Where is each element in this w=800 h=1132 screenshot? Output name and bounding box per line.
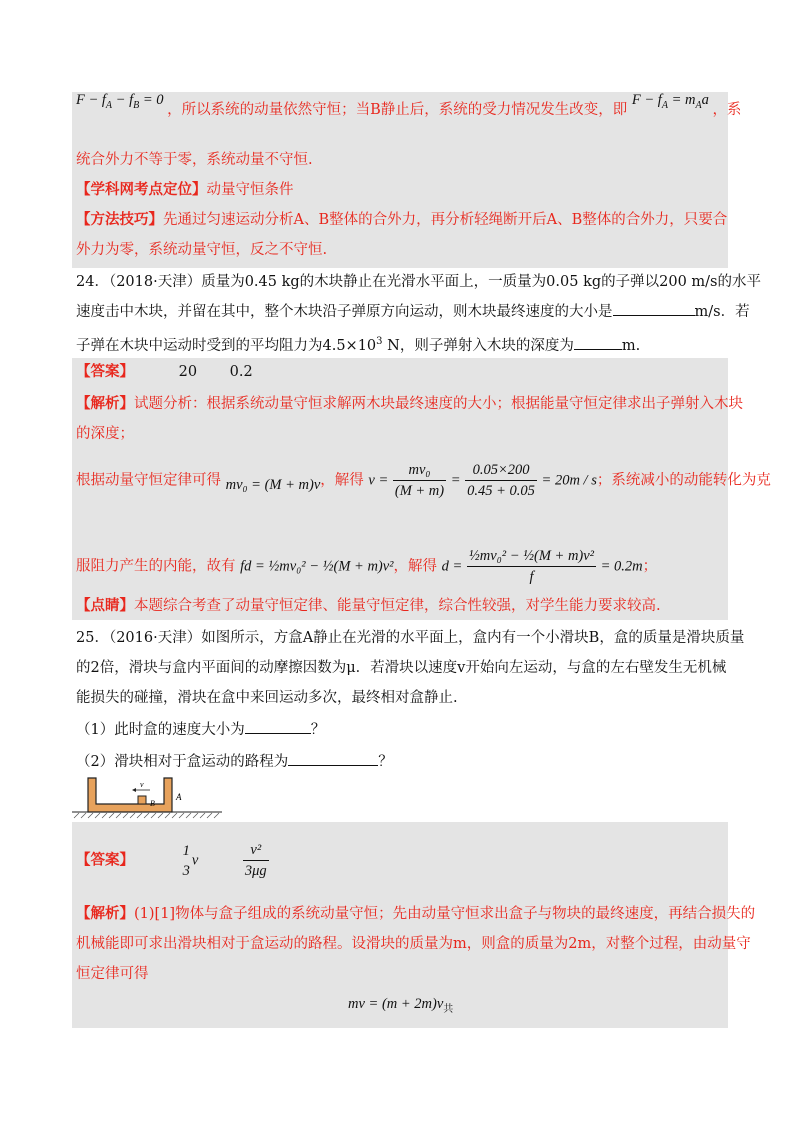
a24-jiexi-line2: 的深度； [76, 426, 134, 442]
a25-answer: 【答案】 1 3 v $\frac{\text{v²}}{3\mu g}$ [76, 842, 267, 879]
fangfa-line1 [76, 210, 727, 230]
q24-line1: 24．（2018·天津）质量为0.45 kg的木块静止在光滑水平面上，一质量为0.05 kg的子弹以200 m/s的水平 [76, 274, 761, 290]
a24-answer [76, 362, 253, 382]
q24-line3: 子弹在木块中运动时受到的平均阻力为$4.5\times 10^3$ N，则子弹射入木块的深度为 m. [76, 336, 641, 354]
kaodian-text: 动量守恒条件 [206, 182, 294, 198]
dianjing-label: 【点睛】 [76, 597, 134, 614]
a25-answer-label: 【答案】 [76, 851, 134, 869]
slider-b [138, 796, 146, 804]
a25-jiexi-line1: 【解析】(1)[1]物体与盒子组成的系统动量守恒；先由动量守恒求出盒子与物块的最终速度，再结合损失的 [76, 905, 756, 922]
q25-line2: 的2倍，滑块与盒内平面间的动摩擦因数为μ．若滑块以速度v开始向左运动，与盒的左右壁发生无机械 [76, 660, 727, 676]
block1-text1-end: ，系 [712, 102, 742, 118]
fig-label-a: A [176, 792, 182, 802]
q25-blank1 [245, 733, 311, 734]
block1-line2: 统合外力不等于零，系统动量不守恒. [76, 152, 313, 168]
a25-equation: mv = $(m + 2m)v_共$ [348, 996, 454, 1015]
a24-answer-label: 【答案】 [76, 363, 134, 380]
a24-jiexi-line1: 【解析】试题分析：根据系统动量守恒求解两木块最终速度的大小；根据能量守恒定律求出子弹射入木块 [76, 395, 743, 412]
kaodian-line [76, 180, 294, 200]
box-slider-figure [72, 776, 222, 822]
q25-sub2: （2）滑块相对于盒运动的路程为 ？ [76, 754, 393, 770]
fangfa-text1: 先通过匀速运动分析A、B整体的合外力，再分析轻绳断开后A、B整体的合外力，只要合 [163, 212, 728, 228]
a24-answer-2: 0.2 [229, 364, 253, 380]
a25-jiexi-line3: 恒定律可得 [76, 966, 149, 982]
box-a [88, 778, 172, 812]
momentum-equation: mv₀ = (M + m)v [225, 476, 321, 493]
q25-line1: 25．（2016·天津）如图所示，方盒A静止在光滑的水平面上，盒内有一个小滑块B，盒的质量是滑块质量 [76, 630, 745, 646]
kaodian-label: 【学科网考点定位】 [76, 181, 207, 198]
block1-line1 [76, 92, 742, 126]
q25-line3: 能损失的碰撞，滑块在盒中来回运动多次，最终相对盒静止. [76, 690, 458, 706]
equation-net-force: $F - f_A - f_B = 0$ [76, 92, 164, 111]
q25-sub1: （1）此时盒的速度大小为 ？ [76, 722, 326, 738]
fig-label-b: B [150, 799, 155, 808]
equation-newton: $F - f_A = m_Aa$ [631, 92, 709, 111]
fangfa-label: 【方法技巧】 [76, 211, 163, 228]
a25-answer-1: 1 3 [182, 842, 190, 879]
q25-blank2 [288, 765, 378, 766]
a25-answer-2: $\frac{\text{v²}}{3\mu g}$ [244, 842, 267, 879]
a24-momentum-line: 根据动量守恒定律可得 mv₀ = (M + m)v，解得 v = $\frac{\text{mv₀}}{(M + m)}$ = $\frac{0.05\times 200}{0.45 + 0.05}$ = 20m / s；系统减小的动能转化为克 [76, 462, 771, 499]
velocity-fraction-1: $\frac{\text{mv₀}}{(M + m)}$ [394, 462, 445, 499]
a24-dianjing: 【点睛】本题综合考查了动量守恒定律、能量守恒定律，综合性较强，对学生能力要求较高. [76, 597, 661, 614]
a25-jiexi-label: 【解析】 [76, 905, 134, 922]
q24-blank1 [613, 315, 695, 316]
fangfa-line2: 外力为零，系统动量守恒，反之不守恒. [76, 242, 328, 258]
fig-label-v: v [140, 780, 144, 789]
q24-blank2 [574, 349, 622, 350]
a24-jiexi-label: 【解析】 [76, 395, 134, 412]
q24-line2: 速度击中木块，并留在其中，整个木块沿子弹原方向运动，则木块最终速度的大小是 m/s．若 [76, 304, 750, 320]
depth-fraction: $\frac{\text{½mv₀² − ½(M + m)v²}}{f}$ [468, 548, 595, 585]
a25-jiexi-line2: 机械能即可求出滑块相对于盒运动的路程。设滑块的质量为m，则盒的质量为2m，对整个过程，由动量守 [76, 936, 751, 952]
energy-equation: fd = ½mv₀² − ½(M + m)v² [240, 558, 394, 575]
a24-energy-line: 服阻力产生的内能，故有 fd = ½mv₀² − ½(M + m)v²，解得 d = $\frac{\text{½mv₀² − ½(M + m)v²}}{f}$ = 0.2m； [76, 548, 658, 585]
block1-text1: ，所以系统的动量依然守恒；当B静止后，系统的受力情况发生改变，即 [167, 102, 628, 118]
a24-answer-1: 20 [178, 364, 198, 380]
velocity-fraction-2: $\frac{0.05\times 200}{0.45 + 0.05}$ [467, 462, 535, 499]
